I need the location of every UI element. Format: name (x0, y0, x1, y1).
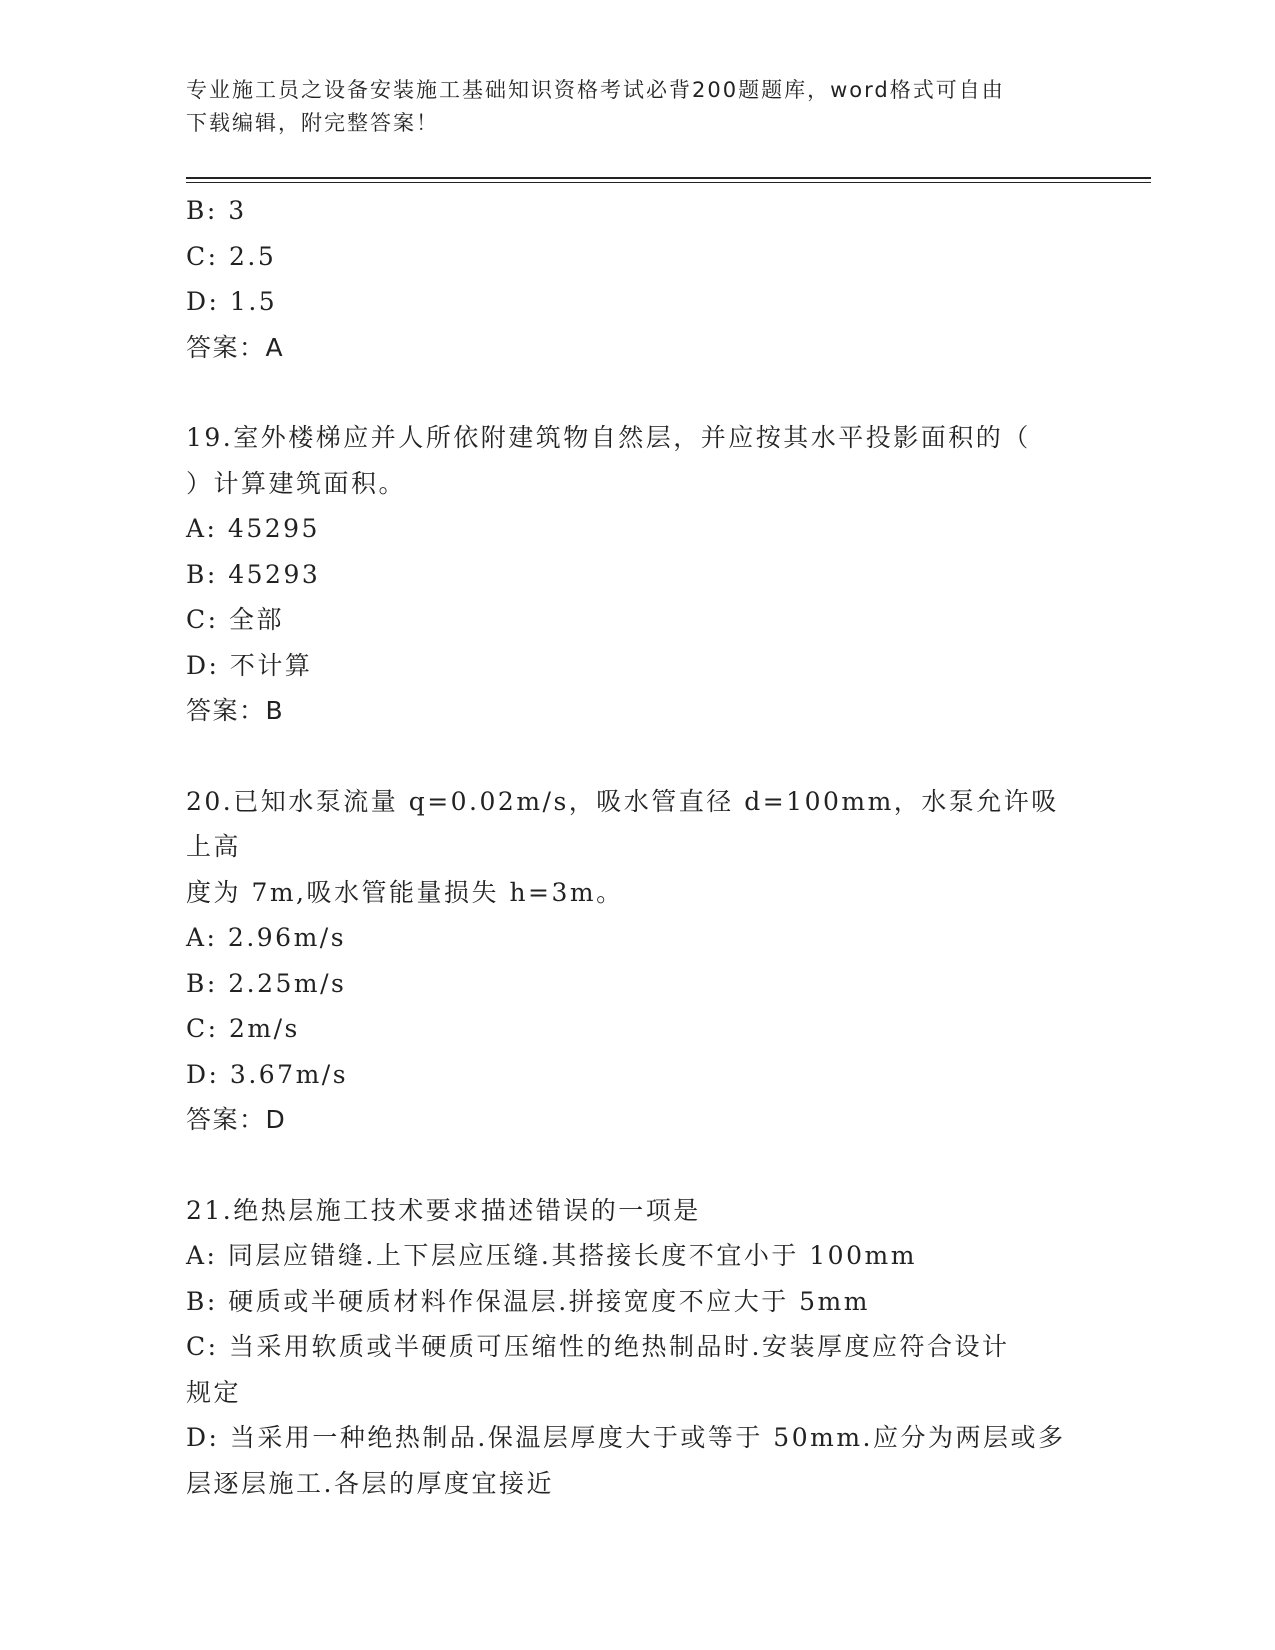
answer-line: 答案：D (186, 1105, 287, 1134)
option-d-cont: 层逐层施工.各层的厚度宜接近 (186, 1468, 554, 1498)
header-rule-thin (186, 182, 1151, 183)
question-stem: 19.室外楼梯应并人所依附建筑物自然层，并应按其水平投影面积的（ (186, 423, 1031, 452)
question-stem: 21.绝热层施工技术要求描述错误的一项是 (186, 1195, 701, 1225)
answer-line: 答案：B (186, 696, 285, 725)
option-b: B: 2.25m/s (186, 968, 347, 998)
document-body (186, 188, 1086, 1506)
document-header (186, 74, 1066, 140)
spacer (186, 734, 1086, 779)
header-rule-thick (186, 177, 1151, 179)
option-a: A: 同层应错缝.上下层应压缝.其搭接长度不宜小于 100mm (186, 1241, 917, 1270)
option-c-cont: 规定 (186, 1377, 242, 1407)
option-b: B: 45293 (186, 559, 321, 589)
option-d: D: 3.67m/s (186, 1059, 349, 1089)
question-stem-cont: 度为 7m,吸水管能量损失 h=3m。 (186, 877, 624, 907)
question-18-tail (186, 188, 1086, 370)
option-a: A: 2.96m/s (186, 923, 347, 952)
option-d: D: 不计算 (186, 650, 313, 680)
spacer (186, 1143, 1086, 1188)
option-b: B: 3 (186, 196, 247, 225)
header-line-2: 下载编辑，附完整答案！ (186, 111, 439, 135)
answer-line: 答案：A (186, 332, 285, 362)
question-stem-cont: ）计算建筑面积。 (186, 468, 407, 498)
option-c: C: 2m/s (186, 1014, 300, 1043)
option-d: D: 当采用一种绝热制品.保温层厚度大于或等于 50mm.应分为两层或多 (186, 1423, 1066, 1452)
question-19 (186, 415, 1086, 734)
question-21 (186, 1188, 1086, 1507)
option-c: C: 2.5 (186, 241, 277, 271)
header-line-1: 专业施工员之设备安装施工基础知识资格考试必背200题题库，word格式可自由 (186, 78, 1005, 102)
question-stem: 20.已知水泵流量 q=0.02m/s，吸水管直径 d=100mm，水泵允许吸上高 (186, 786, 1059, 861)
option-a: A: 45295 (186, 514, 320, 543)
option-b: B: 硬质或半硬质材料作保温层.拼接宽度不应大于 5mm (186, 1286, 870, 1316)
question-20 (186, 779, 1086, 1143)
spacer (186, 370, 1086, 415)
option-c: C: 全部 (186, 605, 284, 634)
option-c: C: 当采用软质或半硬质可压缩性的绝热制品时.安装厚度应符合设计 (186, 1332, 1010, 1361)
option-d: D: 1.5 (186, 287, 278, 316)
